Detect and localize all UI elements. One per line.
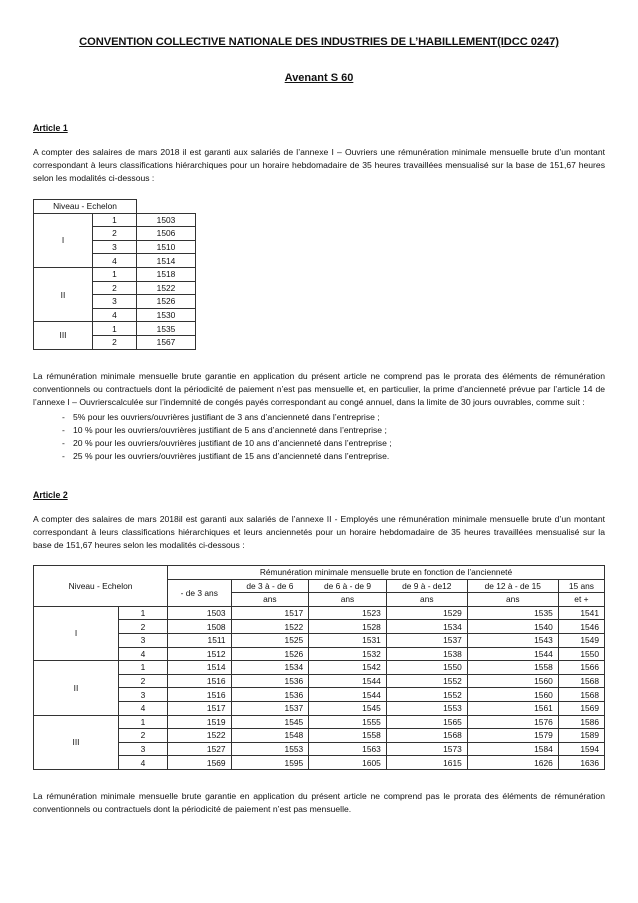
salary-cell: 1563: [309, 742, 387, 756]
salary-cell: 1514: [168, 661, 232, 675]
salary-cell: 1531: [309, 633, 387, 647]
bullet-text: 20 % pour les ouvriers/ouvrières justifiant de 10 ans d’ancienneté dans l’entreprise ;: [73, 438, 392, 448]
seniority-column-header-suffix: ans: [231, 593, 309, 607]
salary-cell: 1584: [467, 742, 558, 756]
level-cell: I: [34, 606, 119, 660]
echelon-cell: 2: [93, 335, 137, 349]
list-item: [33, 424, 605, 437]
seniority-bonus-list: [33, 411, 605, 463]
salary-cell: 1516: [168, 688, 232, 702]
salary-cell: 1560: [467, 688, 558, 702]
salary-cell: 1516: [168, 674, 232, 688]
echelon-cell: 2: [93, 281, 137, 295]
salary-cell: 1514: [137, 254, 196, 268]
table-row: [34, 633, 605, 647]
salary-cell: 1512: [168, 647, 232, 661]
table-header-row: [34, 566, 605, 580]
table-row: [34, 742, 605, 756]
seniority-column-header: de 9 à - de12: [386, 579, 467, 593]
salary-cell: 1525: [231, 633, 309, 647]
bullet-text: 10 % pour les ouvriers/ouvrières justifiant de 5 ans d’ancienneté dans l’entreprise ;: [73, 425, 387, 435]
level-echelon-header: Niveau - Echelon: [34, 566, 168, 607]
bullet-text: 5% pour les ouvriers/ouvrières justifiant de 3 ans d’ancienneté dans l’entreprise ;: [73, 412, 380, 422]
salary-cell: 1510: [137, 240, 196, 254]
table-row: [34, 606, 605, 620]
document-title: CONVENTION COLLECTIVE NATIONALE DES INDUSTRIES DE L’HABILLEMENT(IDCC 0247): [79, 36, 559, 48]
article-2-note: La rémunération minimale mensuelle brute garantie en application du présent article ne comprend pas le prorata des éléments de rémunération conventionnels ou contractuels dont la périodicité de paiement n’est pas mensuelle.: [33, 791, 605, 814]
echelon-cell: 2: [93, 227, 137, 241]
salary-cell: 1549: [558, 633, 604, 647]
article-2-intro: A compter des salaires de mars 2018il est garanti aux salariés de l’annexe II - Employés une rémunération minimale mensuelle brute d’un montant correspondant à leurs classifications hiérarchiques et leurs anciennetés pour un horaire hebdomadaire de 35 heures travaillées mensualisé sur la base de 151,67 heures selon les modalités ci-dessous :: [33, 514, 605, 550]
salary-cell: 1517: [168, 701, 232, 715]
salary-cell: 1545: [309, 701, 387, 715]
article-1-heading: Article 1: [33, 123, 68, 133]
level-cell: III: [34, 322, 93, 349]
echelon-cell: 1: [119, 661, 168, 675]
salary-cell: 1561: [467, 701, 558, 715]
salary-cell: 1523: [309, 606, 387, 620]
salary-cell: 1566: [558, 661, 604, 675]
echelon-cell: 4: [119, 701, 168, 715]
salary-cell: 1541: [558, 606, 604, 620]
salary-cell: 1545: [231, 715, 309, 729]
salary-cell: 1535: [467, 606, 558, 620]
salary-cell: 1544: [467, 647, 558, 661]
salary-cell: 1579: [467, 729, 558, 743]
salary-cell: 1529: [386, 606, 467, 620]
salary-cell: 1536: [231, 674, 309, 688]
salary-cell: 1553: [231, 742, 309, 756]
echelon-cell: 1: [93, 267, 137, 281]
salary-cell: 1522: [137, 281, 196, 295]
echelon-cell: 1: [119, 606, 168, 620]
salary-cell: 1508: [168, 620, 232, 634]
salary-cell: 1530: [137, 308, 196, 322]
echelon-cell: 2: [119, 620, 168, 634]
salary-cell: 1552: [386, 674, 467, 688]
level-cell: II: [34, 661, 119, 715]
salary-cell: 1589: [558, 729, 604, 743]
salary-cell: 1550: [386, 661, 467, 675]
salary-cell: 1555: [309, 715, 387, 729]
list-item: [33, 437, 605, 450]
table-row: [34, 267, 196, 281]
seniority-group-header: Rémunération minimale mensuelle brute en fonction de l’ancienneté: [168, 566, 605, 580]
echelon-cell: 4: [93, 308, 137, 322]
salary-cell: 1605: [309, 756, 387, 770]
salary-cell: 1573: [386, 742, 467, 756]
salary-cell: 1546: [558, 620, 604, 634]
table-header-row: [34, 200, 196, 214]
bullet-marker: -: [62, 438, 65, 448]
salary-cell: 1568: [558, 674, 604, 688]
salary-cell: 1553: [386, 701, 467, 715]
salary-cell: 1594: [558, 742, 604, 756]
echelon-cell: 1: [119, 715, 168, 729]
salary-cell: 1560: [467, 674, 558, 688]
salary-cell: 1503: [168, 606, 232, 620]
echelon-cell: 4: [93, 254, 137, 268]
salary-cell: 1511: [168, 633, 232, 647]
salary-cell: 1543: [467, 633, 558, 647]
salary-cell: 1522: [168, 729, 232, 743]
salary-cell: 1503: [137, 213, 196, 227]
echelon-cell: 3: [119, 742, 168, 756]
salary-cell: 1526: [137, 295, 196, 309]
document-subtitle: Avenant S 60: [284, 72, 354, 84]
seniority-column-header-suffix: ans: [386, 593, 467, 607]
table-row: [34, 322, 196, 336]
salary-cell: 1528: [309, 620, 387, 634]
salary-cell: 1558: [309, 729, 387, 743]
salary-cell: 1569: [168, 756, 232, 770]
salary-cell: 1517: [231, 606, 309, 620]
level-echelon-header: Niveau - Echelon: [34, 200, 137, 214]
bullet-text: 25 % pour les ouvriers/ouvrières justifiant de 15 ans d’ancienneté dans l’entreprise.: [73, 451, 390, 461]
salary-cell: 1536: [231, 688, 309, 702]
salary-cell: 1518: [137, 267, 196, 281]
seniority-column-header: de 3 à - de 6: [231, 579, 309, 593]
table-row: [34, 715, 605, 729]
level-cell: II: [34, 267, 93, 321]
salary-cell: 1552: [386, 688, 467, 702]
seniority-column-header-suffix: ans: [467, 593, 558, 607]
salary-cell: 1586: [558, 715, 604, 729]
table-row: [34, 729, 605, 743]
bullet-marker: -: [62, 425, 65, 435]
bullet-marker: -: [62, 412, 65, 422]
salary-cell: 1558: [467, 661, 558, 675]
table-row: [34, 701, 605, 715]
article-2-heading: Article 2: [33, 490, 68, 500]
echelon-cell: 3: [93, 240, 137, 254]
level-cell: III: [34, 715, 119, 769]
echelon-cell: 3: [93, 295, 137, 309]
salary-cell: 1542: [309, 661, 387, 675]
salary-cell: 1568: [386, 729, 467, 743]
list-item: [33, 450, 605, 463]
bullet-marker: -: [62, 451, 65, 461]
salary-cell: 1535: [137, 322, 196, 336]
echelon-cell: 3: [119, 688, 168, 702]
table-row: [34, 213, 196, 227]
table-row: [34, 688, 605, 702]
salary-cell: 1550: [558, 647, 604, 661]
salary-cell: 1519: [168, 715, 232, 729]
salary-cell: 1626: [467, 756, 558, 770]
echelon-cell: 2: [119, 674, 168, 688]
salary-cell: 1506: [137, 227, 196, 241]
article-1-intro: A compter des salaires de mars 2018 il est garanti aux salariés de l’annexe I – Ouvriers une rémunération minimale mensuelle brute d’un montant correspondant à leurs classifications hiérarchiques pour un horaire hebdomadaire de 35 heures travaillées mensualisé sur la base de 151,67 heures selon les modalités ci-dessous :: [33, 147, 605, 183]
salary-cell: 1522: [231, 620, 309, 634]
salary-cell: 1540: [467, 620, 558, 634]
seniority-column-header: de 12 à - de 15: [467, 579, 558, 593]
table-row: [34, 756, 605, 770]
echelon-cell: 4: [119, 756, 168, 770]
salary-cell: 1534: [386, 620, 467, 634]
salary-cell: 1537: [386, 633, 467, 647]
echelon-cell: 2: [119, 729, 168, 743]
level-cell: I: [34, 213, 93, 267]
seniority-column-header-suffix: ans: [309, 593, 387, 607]
salary-cell: 1565: [386, 715, 467, 729]
list-item: [33, 411, 605, 424]
table-row: [34, 620, 605, 634]
echelon-cell: 1: [93, 213, 137, 227]
echelon-cell: 3: [119, 633, 168, 647]
salary-cell: 1544: [309, 688, 387, 702]
article-1-note: La rémunération minimale mensuelle brute garantie en application du présent article ne comprend pas le prorata des éléments de rémunération conventionnels ou contractuels dont la périodicité de paiement n’est pas mensuelle et, en particulier, la prime d’ancienneté prévue par l’article 14 de l’annexe I – Ouvrierscalculée sur l’indemnité de congés payés correspondant au congé annuel, dans la limite de 30 jours ouvrables, comme suit :: [33, 371, 605, 407]
salary-cell: 1544: [309, 674, 387, 688]
salary-cell: 1595: [231, 756, 309, 770]
salary-cell: 1537: [231, 701, 309, 715]
salary-cell: 1576: [467, 715, 558, 729]
article-1-salary-table: [33, 199, 196, 350]
table-row: [34, 674, 605, 688]
seniority-column-header-suffix: et +: [558, 593, 604, 607]
salary-cell: 1532: [309, 647, 387, 661]
seniority-column-header: - de 3 ans: [168, 579, 232, 606]
table-row: [34, 661, 605, 675]
salary-cell: 1567: [137, 335, 196, 349]
salary-cell: 1615: [386, 756, 467, 770]
salary-cell: 1538: [386, 647, 467, 661]
echelon-cell: 4: [119, 647, 168, 661]
seniority-column-header: 15 ans: [558, 579, 604, 593]
article-2-salary-table: [33, 565, 605, 770]
salary-cell: 1534: [231, 661, 309, 675]
salary-cell: 1548: [231, 729, 309, 743]
salary-cell: 1526: [231, 647, 309, 661]
echelon-cell: 1: [93, 322, 137, 336]
salary-cell: 1568: [558, 688, 604, 702]
table-row: [34, 647, 605, 661]
salary-cell: 1636: [558, 756, 604, 770]
salary-cell: 1569: [558, 701, 604, 715]
salary-cell: 1527: [168, 742, 232, 756]
seniority-column-header: de 6 à - de 9: [309, 579, 387, 593]
